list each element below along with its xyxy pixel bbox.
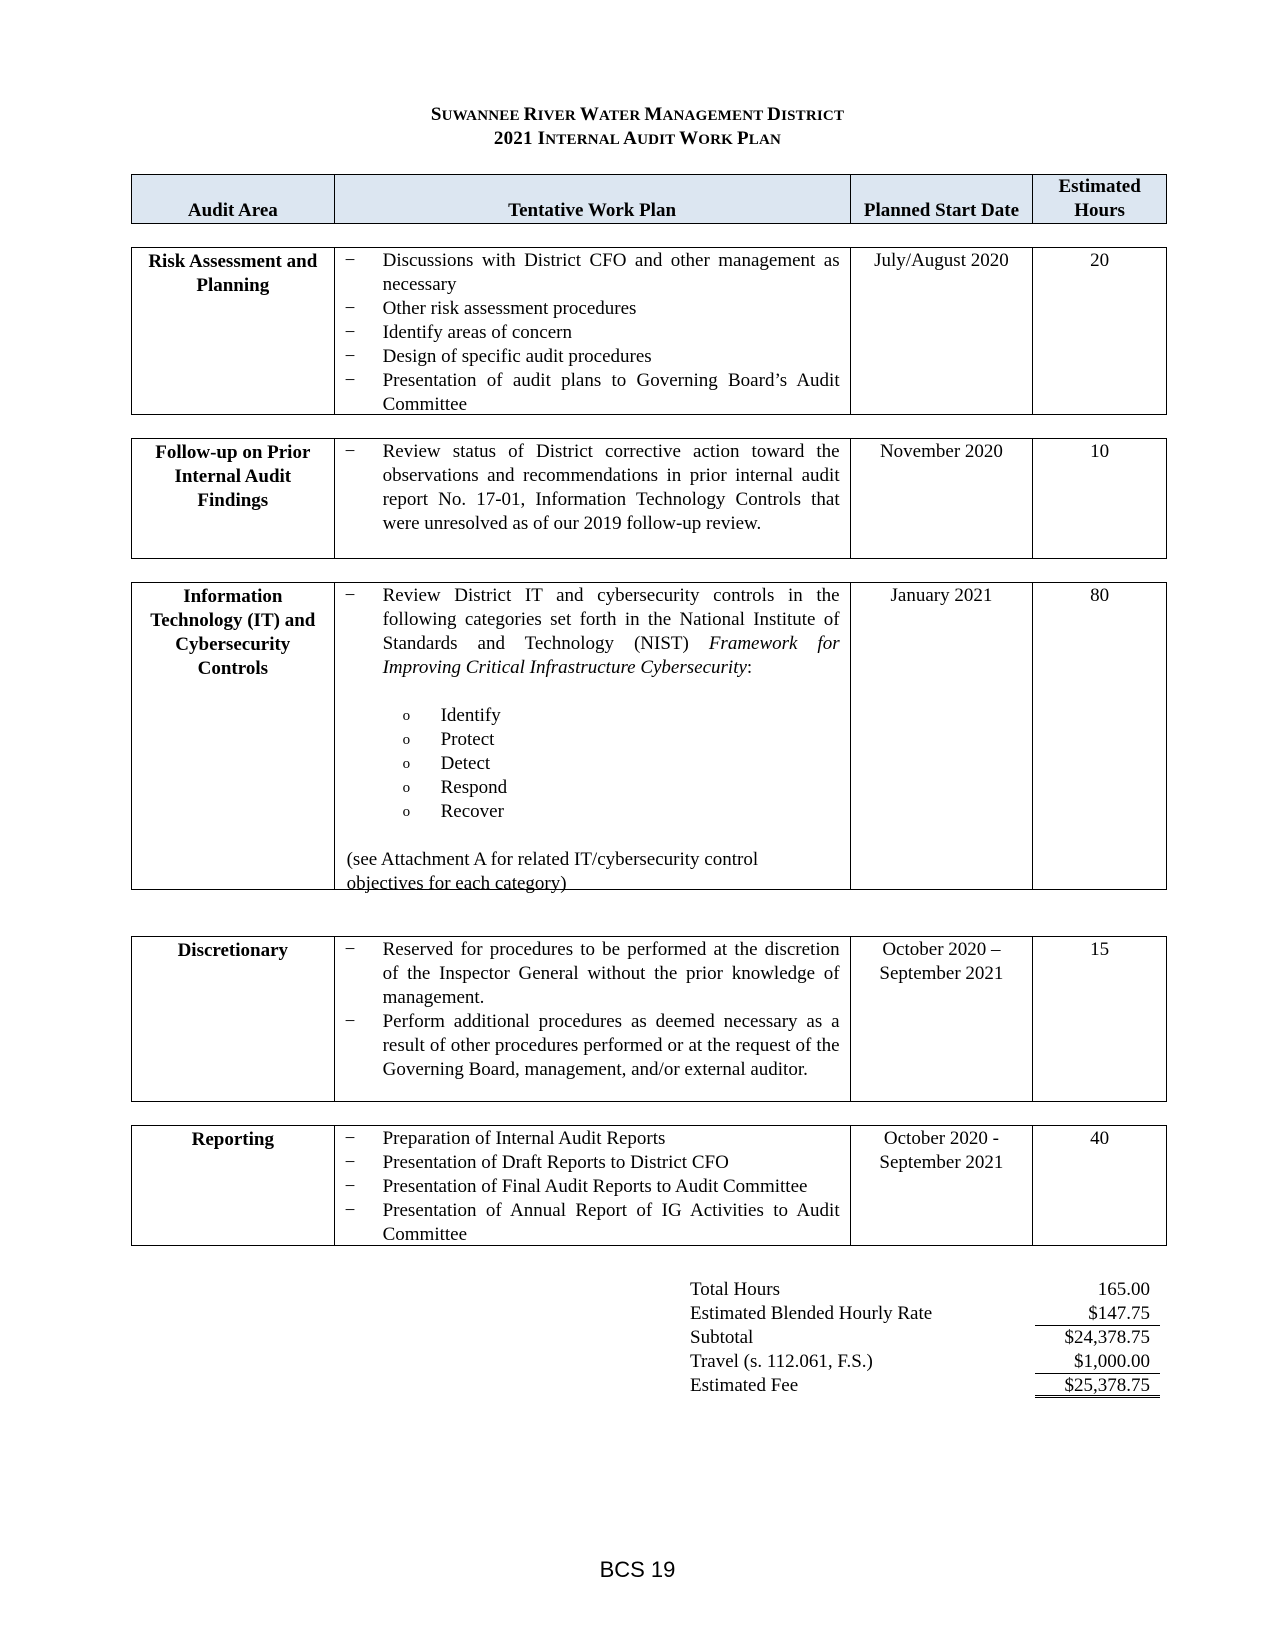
title-small-caps: ANAGEMENT bbox=[662, 108, 768, 124]
audit-area: Information Technology (IT) and Cybersecurity Controls bbox=[132, 583, 335, 889]
list-item: o Respond bbox=[402, 777, 508, 798]
audit-area: Discretionary bbox=[132, 937, 335, 1101]
work-plan bbox=[335, 583, 851, 894]
dash-icon: − bbox=[344, 585, 356, 606]
title-small-caps: UWANNEE bbox=[441, 108, 524, 124]
list-item: o Identify bbox=[402, 705, 501, 726]
page-footer: BCS 19 bbox=[599, 1557, 676, 1582]
table-row bbox=[131, 1125, 1167, 1246]
list-item: − Reserved for procedures to be performed at the discretion of the Inspector General without the prior knowledge of management. bbox=[344, 939, 840, 1008]
document-title-line1 bbox=[0, 104, 1275, 126]
dash-icon: − bbox=[344, 1152, 356, 1173]
header-audit-area: Audit Area bbox=[132, 175, 335, 223]
audit-area: Reporting bbox=[132, 1126, 335, 1245]
start-date: July/August 2020 bbox=[851, 248, 1034, 414]
dash-icon: − bbox=[344, 1128, 356, 1149]
start-date: October 2020 – September 2021 bbox=[851, 937, 1034, 1101]
list-item: − Preparation of Internal Audit Reports bbox=[344, 1128, 666, 1149]
circle-bullet-icon: o bbox=[402, 780, 411, 796]
title-capital: D bbox=[767, 104, 782, 125]
title-capital: R bbox=[523, 104, 538, 125]
list-item: o Recover bbox=[402, 801, 504, 822]
circle-bullet-icon: o bbox=[402, 804, 411, 820]
circle-bullet-icon: o bbox=[402, 756, 411, 772]
circle-bullet-icon: o bbox=[402, 732, 411, 748]
hours: 15 bbox=[1090, 939, 1110, 960]
title-small-caps: ATER bbox=[599, 108, 645, 124]
table-row bbox=[131, 582, 1167, 894]
title-small-caps: ORK bbox=[698, 132, 737, 148]
dash-icon: − bbox=[344, 441, 356, 462]
document-title-line2 bbox=[0, 128, 1275, 150]
dash-icon: − bbox=[344, 250, 356, 271]
fee-summary bbox=[690, 1278, 1160, 1398]
dash-icon: − bbox=[344, 1200, 356, 1221]
start-date: January 2021 bbox=[851, 583, 1034, 889]
work-plan bbox=[335, 439, 851, 558]
summary-row: Estimated Blended Hourly Rate $147.75 bbox=[690, 1302, 1160, 1326]
title-small-caps: IVER bbox=[537, 108, 580, 124]
header-hours: Estimated Hours bbox=[1058, 176, 1141, 221]
table-row bbox=[131, 438, 1167, 559]
start-date: November 2020 bbox=[851, 439, 1034, 558]
work-plan bbox=[335, 1126, 851, 1245]
list-item: o Detect bbox=[402, 753, 491, 774]
title-capital: A bbox=[623, 128, 638, 149]
title-small-caps: LAN bbox=[748, 132, 782, 148]
summary-row: Subtotal $24,378.75 bbox=[690, 1327, 1150, 1348]
list-item: − Discussions with District CFO and other management as necessary bbox=[344, 250, 840, 295]
hours: 20 bbox=[1090, 250, 1110, 271]
list-item: − Review status of District corrective action toward the observations and recommendations in prior internal audit report No. 17-01, Information Technology Controls that were unresolved as of our 2019 follow-up review. bbox=[344, 441, 840, 534]
summary-row: Travel (s. 112.061, F.S.) $1,000.00 bbox=[690, 1350, 1160, 1374]
table-header bbox=[131, 174, 1167, 224]
list-item: − Presentation of Draft Reports to District CFO bbox=[344, 1152, 729, 1173]
title-small-caps: NTERNAL bbox=[545, 132, 624, 148]
list-item: − Presentation of audit plans to Governing Board’s Audit Committee bbox=[344, 370, 840, 415]
dash-icon: − bbox=[344, 370, 356, 391]
title-capital: S bbox=[430, 104, 442, 125]
dash-icon: − bbox=[344, 322, 356, 343]
title-capital: W bbox=[679, 128, 699, 149]
list-item: − Perform additional procedures as deemed necessary as a result of other procedures performed or at the request of the Governing Board, management, and/or external auditor. bbox=[344, 1011, 840, 1080]
audit-area: Follow-up on Prior Internal Audit Findings bbox=[132, 439, 335, 558]
title-small-caps: UDIT bbox=[637, 132, 680, 148]
hours: 10 bbox=[1090, 441, 1110, 462]
table-row bbox=[131, 247, 1167, 415]
table-row bbox=[131, 936, 1167, 1102]
list-item: − Presentation of Annual Report of IG Activities to Audit Committee bbox=[344, 1200, 840, 1245]
list-item: o Protect bbox=[402, 729, 495, 750]
list-item: − Review District IT and cybersecurity controls in the following categories set forth in the National Institute of Standards and Technology (NIST) Framework for Improving Critical Infrastructure Cybersecurity: bbox=[344, 585, 840, 678]
list-item: − Identify areas of concern bbox=[344, 322, 572, 343]
dash-icon: − bbox=[344, 939, 356, 960]
start-date: October 2020 - September 2021 bbox=[851, 1126, 1034, 1245]
audit-area: Risk Assessment and Planning bbox=[132, 248, 335, 414]
work-plan bbox=[335, 248, 851, 414]
title-capital: W bbox=[579, 104, 600, 125]
dash-icon: − bbox=[344, 1011, 356, 1032]
header-work-plan: Tentative Work Plan bbox=[335, 175, 851, 223]
title-capital: 2021 I bbox=[493, 128, 546, 149]
title-small-caps: ISTRICT bbox=[781, 108, 845, 124]
work-plan bbox=[335, 937, 851, 1101]
title-capital: P bbox=[736, 128, 749, 149]
list-item: − Other risk assessment procedures bbox=[344, 298, 637, 319]
header-start-date: Planned Start Date bbox=[851, 175, 1034, 223]
list-item: − Presentation of Final Audit Reports to Audit Committee bbox=[344, 1176, 808, 1197]
dash-icon: − bbox=[344, 346, 356, 367]
summary-row: Estimated Fee $25,378.75 bbox=[690, 1374, 1160, 1398]
attachment-note: (see Attachment A for related IT/cybersecurity control objectives for each category) bbox=[346, 849, 759, 894]
summary-row: Total Hours 165.00 bbox=[690, 1279, 1150, 1300]
dash-icon: − bbox=[344, 1176, 356, 1197]
list-item: − Design of specific audit procedures bbox=[344, 346, 652, 367]
title-capital: M bbox=[644, 104, 663, 125]
dash-icon: − bbox=[344, 298, 356, 319]
circle-bullet-icon: o bbox=[402, 708, 411, 724]
hours: 80 bbox=[1090, 585, 1110, 606]
hours: 40 bbox=[1090, 1128, 1110, 1149]
framework-title: Framework for Improving Critical Infrastructure Cybersecurity bbox=[382, 633, 840, 678]
